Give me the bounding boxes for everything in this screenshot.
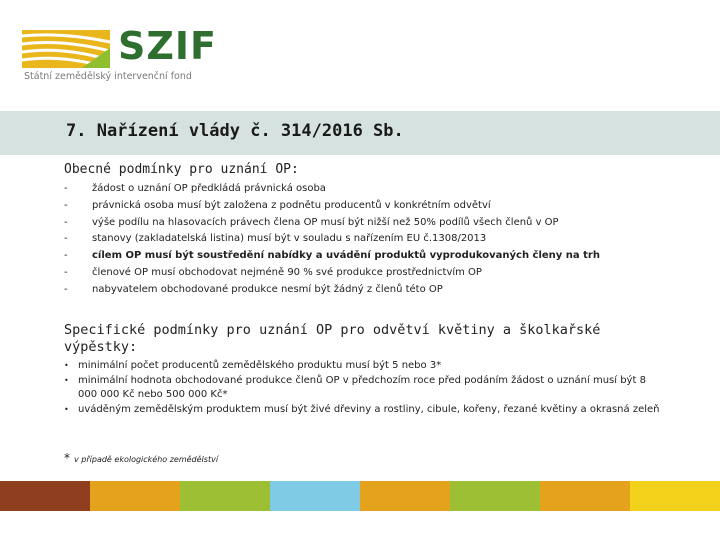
dash-bullet: - [64,283,68,295]
dot-bullet: • [64,361,69,370]
color-stripe [360,481,450,511]
dash-bullet: - [64,199,68,211]
color-stripe [90,481,180,511]
list-item-text: cílem OP musí být soustředění nabídky a uvádění produktů vyprodukovaných členy na trh [92,250,600,262]
dash-bullet: - [64,233,68,245]
list-item-text: uváděným zemědělským produktem musí být živé dřeviny a rostliny, cibule, kořeny, řezané květiny a okrasná zeleň [78,403,660,415]
specific-conditions-heading: Specifické podmínky pro uznání OP pro odvětví květiny a školkařské výpěstky: [64,322,601,355]
color-stripe [180,481,270,511]
dot-bullet: • [64,375,69,385]
list-item [64,403,664,418]
list-item-text: výše podílu na hlasovacích právech člena OP musí být nižší než 50% podílů všech členů v OP [92,216,559,228]
list-item-text: stanovy (zakladatelská listina) musí být v souladu s nařízením EU č.1308/2013 [92,233,487,245]
general-conditions-heading: Obecné podmínky pro uznání OP: [64,162,299,177]
szif-logo [22,24,222,86]
list-item-text: právnická osoba musí být založena z podnětu producentů v konkrétním odvětví [92,199,491,211]
dot-bullet: • [64,404,69,414]
list-item-text: žádost o uznání OP předkládá právnická osoba [92,183,326,194]
logo-field-icon [22,30,110,68]
dash-bullet: - [64,216,68,228]
logo-subtitle: Státní zemědělský intervenční fond [24,71,192,82]
dash-bullet: - [64,266,68,278]
page-title: 7. Nařízení vlády č. 314/2016 Sb. [66,121,404,141]
specific-conditions-list [64,359,664,417]
color-stripe [540,481,630,511]
list-item-text: nabyvatelem obchodované produkce nesmí být žádný z členů této OP [92,283,443,295]
footnote-star: * [64,451,70,465]
footnote-text: v případě ekologického zemědělství [74,455,219,464]
list-item-text: členové OP musí obchodovat nejméně 90 % své produkce prostřednictvím OP [92,266,482,278]
color-stripe [630,481,720,511]
dash-bullet: - [64,183,68,194]
color-stripe [450,481,540,511]
dash-bullet: - [64,250,68,262]
color-stripe [0,481,90,511]
logo-wordmark: SZIF [118,24,218,68]
footer-color-stripes [0,481,720,511]
list-item-text: minimální hodnota obchodované produkce členů OP v předchozím roce před podáním žádost o uznání musí být 8 000 000 Kč nebo 500 000 Kč* [78,374,646,400]
list-item [64,359,664,374]
list-item-text: minimální počet producentů zemědělského produktu musí být 5 nebo 3* [78,360,442,371]
footnote [64,451,218,465]
color-stripe [270,481,360,511]
list-item [64,374,664,403]
